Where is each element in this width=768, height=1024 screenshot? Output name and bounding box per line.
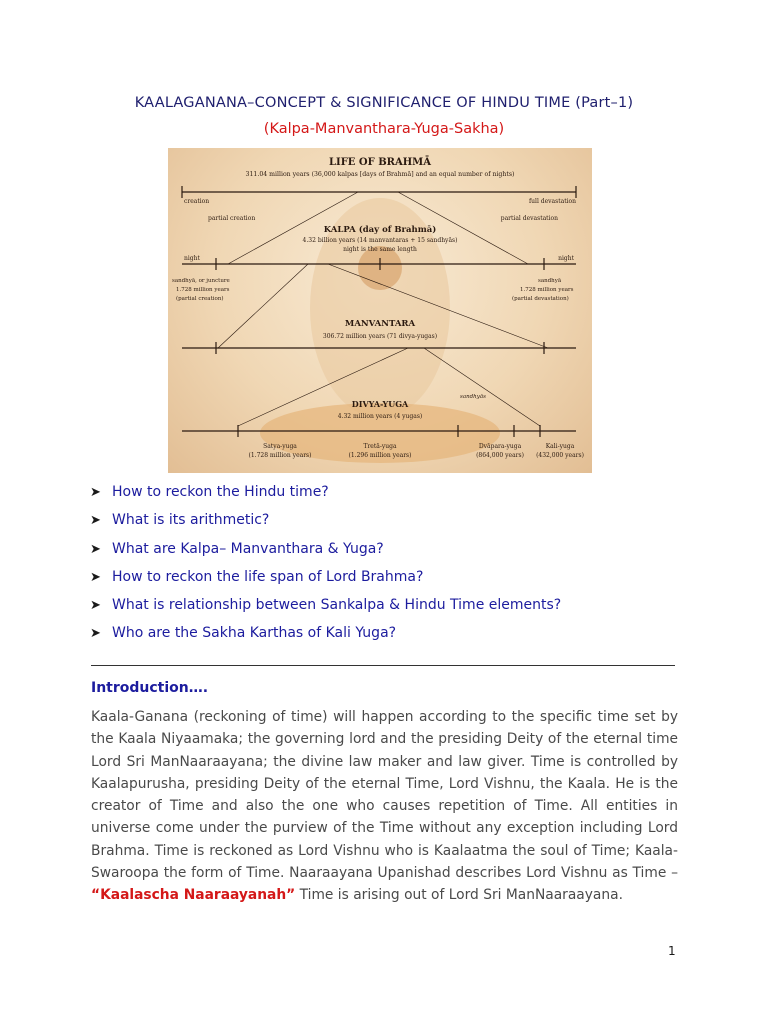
night-right-label: night <box>558 255 574 262</box>
question-text: What are Kalpa– Manvanthara & Yuga? <box>112 540 384 557</box>
arrow-bullet-icon: ➤ <box>90 569 101 585</box>
manvantara-detail: 306.72 million years (71 divya-yugas) <box>322 333 438 340</box>
sandhyas-label: sandhyās <box>460 394 486 400</box>
intro-body-2: Time is arising out of Lord Sri ManNaaraayana. <box>299 887 623 904</box>
intro-quote: “Kaalascha Naaraayanah” <box>91 887 296 904</box>
sandhya-right-line1: sandhyā <box>538 278 562 284</box>
intro-body-1: Kaala-Ganana (reckoning of time) will happen according to the specific time set by the Kaala Niyaamaka; the governing lord and the presiding Deity of the eternal time Lord Sri ManNaaraayana; the divine law maker and law giver. Time is controlled by Kaalapurusha, presiding Deity of the eternal Time, Lord Vishnu, the Kaala. He is the creator of Time and also the one who causes repetition of Time. All entities in universe come under the purview of the Time without any exception including Lord Brahma. Time is reckoned as Lord Vishnu who is Kaalaatma the soul of Time; Kaala-Swaroopa the form of Time. Naaraayana Upanishad describes Lord Vishnu as Time – <box>91 709 678 882</box>
question-text: Who are the Sakha Karthas of Kali Yuga? <box>112 625 397 642</box>
treta-yuga-label: Tretā-yuga <box>363 443 397 450</box>
list-item <box>90 510 561 538</box>
question-text: What is relationship between Sankalpa & Hindu Time elements? <box>112 597 562 614</box>
diagram-svg <box>168 148 592 473</box>
kalpa-label: KALPA (day of Brahmā) <box>323 225 437 235</box>
question-text: What is its arithmetic? <box>112 512 270 529</box>
arrow-bullet-icon: ➤ <box>90 513 101 529</box>
list-item <box>90 595 561 623</box>
sandhya-left-line1: sandhyā, or juncture <box>172 278 230 284</box>
night-left-label: night <box>184 255 200 262</box>
list-item <box>90 482 561 510</box>
question-text: How to reckon the life span of Lord Brahma? <box>112 568 424 585</box>
divya-yuga-label: DIVYA-YUGA <box>351 399 409 409</box>
life-span-text: 311.04 million years (36,000 kalpas [days of Brahmā] and an equal number of nights) <box>245 171 515 178</box>
arrow-bullet-icon: ➤ <box>90 485 101 500</box>
sandhya-left-line2: 1.728 million years <box>176 287 230 293</box>
arrow-bullet-icon: ➤ <box>90 598 101 614</box>
arrow-bullet-icon: ➤ <box>90 541 101 557</box>
diagram-heading: LIFE OF BRAHMĀ <box>328 157 432 168</box>
satya-yuga-label: Satya-yuga <box>263 443 297 450</box>
kali-yuga-years: (432,000 years) <box>536 452 584 459</box>
list-item <box>90 623 561 651</box>
dvapara-yuga-years: (864,000 years) <box>476 452 524 459</box>
zoom-line <box>218 264 308 348</box>
document-subtitle: (Kalpa-Manvanthara-Yuga-Sakha) <box>263 121 505 137</box>
sandhya-right-line3: (partial devastation) <box>512 296 569 302</box>
kali-yuga-label: Kali-yuga <box>545 443 575 450</box>
arrow-bullet-icon: ➤ <box>90 626 101 642</box>
question-text: How to reckon the Hindu time? <box>112 484 329 500</box>
kalpa-night: night is the same length <box>343 246 417 253</box>
partial-creation-label: partial creation <box>208 215 256 222</box>
list-item <box>90 567 561 595</box>
introduction-paragraph <box>91 706 678 907</box>
page-number: 1 <box>668 944 676 958</box>
full-devastation-label: full devastation <box>528 198 576 205</box>
section-divider <box>91 665 675 666</box>
satya-yuga-years: (1.728 million years) <box>248 452 312 459</box>
question-list <box>90 482 561 652</box>
sandhya-right-line2: 1.728 million years <box>520 287 574 293</box>
creation-label: creation <box>184 198 210 205</box>
sandhya-left-line3: (partial creation) <box>176 296 224 302</box>
life-of-brahma-diagram <box>168 148 592 473</box>
list-item <box>90 539 561 567</box>
divya-yuga-detail: 4.32 million years (4 yugas) <box>337 413 423 420</box>
introduction-heading: Introduction…. <box>91 680 209 696</box>
document-title: KAALAGANANA–CONCEPT & SIGNIFICANCE OF HINDU TIME (Part–1) <box>134 95 634 111</box>
treta-yuga-years: (1.296 million years) <box>348 452 412 459</box>
partial-devastation-label: partial devastation <box>500 215 558 222</box>
kalpa-detail: 4.32 billion years (14 manvantaras + 15 sandhyās) <box>302 237 458 244</box>
manvantara-label: MANVANTARA <box>344 319 416 329</box>
dvapara-yuga-label: Dvāpara-yuga <box>478 443 522 450</box>
